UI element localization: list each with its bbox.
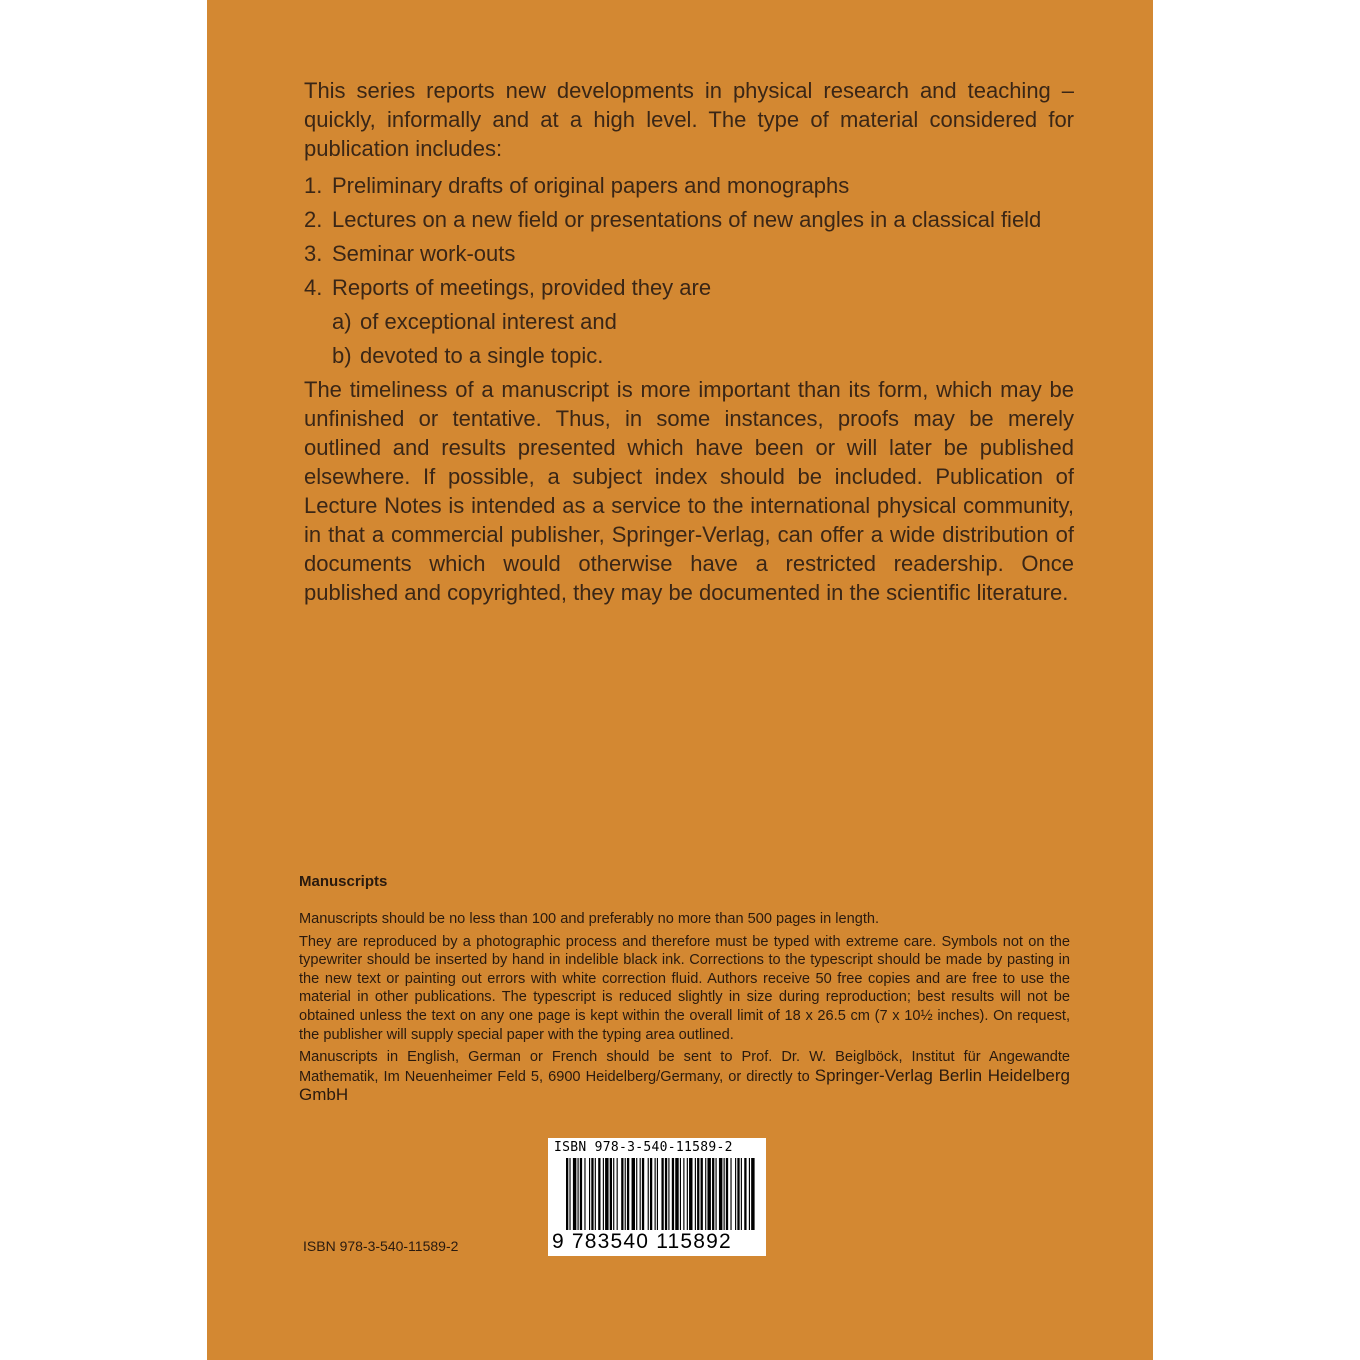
- manuscripts-section: [299, 872, 1070, 1110]
- barcode-bar: [726, 1158, 728, 1232]
- sub-list-item: b) devoted to a single topic.: [332, 343, 604, 368]
- barcode-bar: [603, 1158, 604, 1232]
- manuscripts-heading: Manuscripts: [299, 873, 388, 890]
- barcode-bar: [741, 1158, 742, 1232]
- manuscripts-typing-paragraph: They are reproduced by a photographic process and therefore must be typed with extreme care. Symbols not on the typewriter should be inserted by hand in indelible black ink. Corrections to the typescript should be made by pasting in the new text or painting out errors with white correction fluid. Authors receive 50 free copies and are free to use the material in other publications. The typescript is reduced slightly in size during reproduction; best results will not be obtained unless the text on any one page is kept within the overall limit of 18 x 26.5 cm (7 x 10½ inches). On request, the publisher will supply special paper with the typing area outlined.: [299, 933, 1070, 1043]
- barcode-bar: [749, 1158, 750, 1232]
- barcode-bar: [584, 1158, 585, 1232]
- barcode-bar: [683, 1158, 684, 1232]
- barcode-bar: [566, 1158, 568, 1232]
- list-item: 4. Reports of meetings, provided they are: [304, 275, 712, 300]
- isbn-barcode: [548, 1138, 766, 1256]
- manuscripts-length-paragraph: Manuscripts should be no less than 100 and preferably no more than 500 pages in length.: [299, 911, 880, 927]
- barcode-bar: [578, 1158, 579, 1232]
- barcode-bar: [665, 1158, 667, 1232]
- manuscripts-address-paragraph: Manuscripts in English, German or French should be sent to Prof. Dr. W. Beiglböck, Institut für Angewandte Mathematik, Im Neuenheimer Feld 5, 6900 Heidelberg/Germany, or directly to Springer-Verlag Berlin Heidelberg GmbH: [299, 1049, 1070, 1105]
- barcode-bar: [625, 1158, 626, 1232]
- barcode-bar: [595, 1158, 596, 1232]
- body-paragraph: The timeliness of a manuscript is more important than its form, which may be unfinished or tentative. Thus, in some instances, proofs may be merely outlined and results presented which have been or will later be published elsewhere. If possible, a subject index should be included. Publication of Lecture Notes is intended as a service to the international physical community, in that a commercial publisher, Springer-Verlag, can offer a wide distribution of documents which would otherwise have a restricted readership. Once published and copyrighted, they may be documented in the scientific literature.: [304, 377, 1074, 605]
- barcode-bar: [613, 1158, 614, 1232]
- barcode-bar: [591, 1158, 593, 1232]
- barcode-bar: [695, 1158, 696, 1232]
- barcode-bar: [657, 1158, 658, 1232]
- barcode-bar: [697, 1158, 699, 1232]
- barcode-bar: [730, 1158, 731, 1232]
- intro-paragraph: This series reports new developments in physical research and teaching – quickly, informally and at a high level. The type of material considered for publication includes:: [304, 78, 1074, 161]
- barcode-bar: [598, 1158, 600, 1232]
- barcode-bar: [689, 1158, 692, 1232]
- barcode-bar: [655, 1158, 656, 1232]
- barcode-bar: [744, 1158, 746, 1232]
- barcode-bar: [627, 1158, 629, 1232]
- barcode-bar: [661, 1158, 663, 1232]
- barcode-bar: [724, 1158, 725, 1232]
- barcode-bar: [617, 1158, 618, 1232]
- barcode-bar: [705, 1158, 706, 1232]
- barcode-bar: [687, 1158, 688, 1232]
- barcode-bar: [580, 1158, 582, 1232]
- list-item: 3. Seminar work-outs: [304, 241, 516, 266]
- sub-list-item: a) of exceptional interest and: [332, 309, 617, 334]
- barcode-bar: [680, 1158, 681, 1232]
- barcode-bar: [672, 1158, 674, 1232]
- barcode-bar: [737, 1158, 739, 1232]
- barcode-bar: [640, 1158, 641, 1232]
- barcode-bar: [569, 1158, 570, 1232]
- barcode-bar: [707, 1158, 710, 1232]
- barcode-bar: [719, 1158, 722, 1232]
- barcode-digits: 9 783540 115892: [552, 1230, 764, 1254]
- book-back-cover: [207, 0, 1153, 1360]
- barcode-bar: [716, 1158, 717, 1232]
- barcode-bar: [589, 1158, 590, 1232]
- barcode-top-text: ISBN 978-3-540-11589-2: [554, 1140, 733, 1155]
- material-list: [304, 171, 1074, 302]
- barcode-bar: [642, 1158, 644, 1232]
- barcode-bar: [668, 1158, 669, 1232]
- sub-list: [304, 307, 1074, 370]
- barcode-bar: [648, 1158, 649, 1232]
- barcode-bar: [621, 1158, 623, 1232]
- barcode-bar: [675, 1158, 678, 1232]
- barcode-bar: [650, 1158, 652, 1232]
- barcode-bar: [735, 1158, 736, 1232]
- publisher-name: Springer-Verlag Berlin Heidelberg GmbH: [299, 1065, 1070, 1105]
- series-description: [304, 76, 1074, 607]
- isbn-text: ISBN 978-3-540-11589-2: [303, 1238, 459, 1254]
- barcode-bar: [605, 1158, 608, 1232]
- barcode-bar: [751, 1158, 754, 1232]
- barcode-bar: [701, 1158, 703, 1232]
- barcode-bar: [610, 1158, 612, 1232]
- barcode-bar: [632, 1158, 635, 1232]
- list-item: 2. Lectures on a new field or presentations of new angles in a classical field: [304, 207, 1042, 232]
- barcode-bar: [636, 1158, 637, 1232]
- list-item: 1. Preliminary drafts of original papers and monographs: [304, 173, 850, 198]
- barcode-bar: [573, 1158, 576, 1232]
- barcode-bar: [712, 1158, 714, 1232]
